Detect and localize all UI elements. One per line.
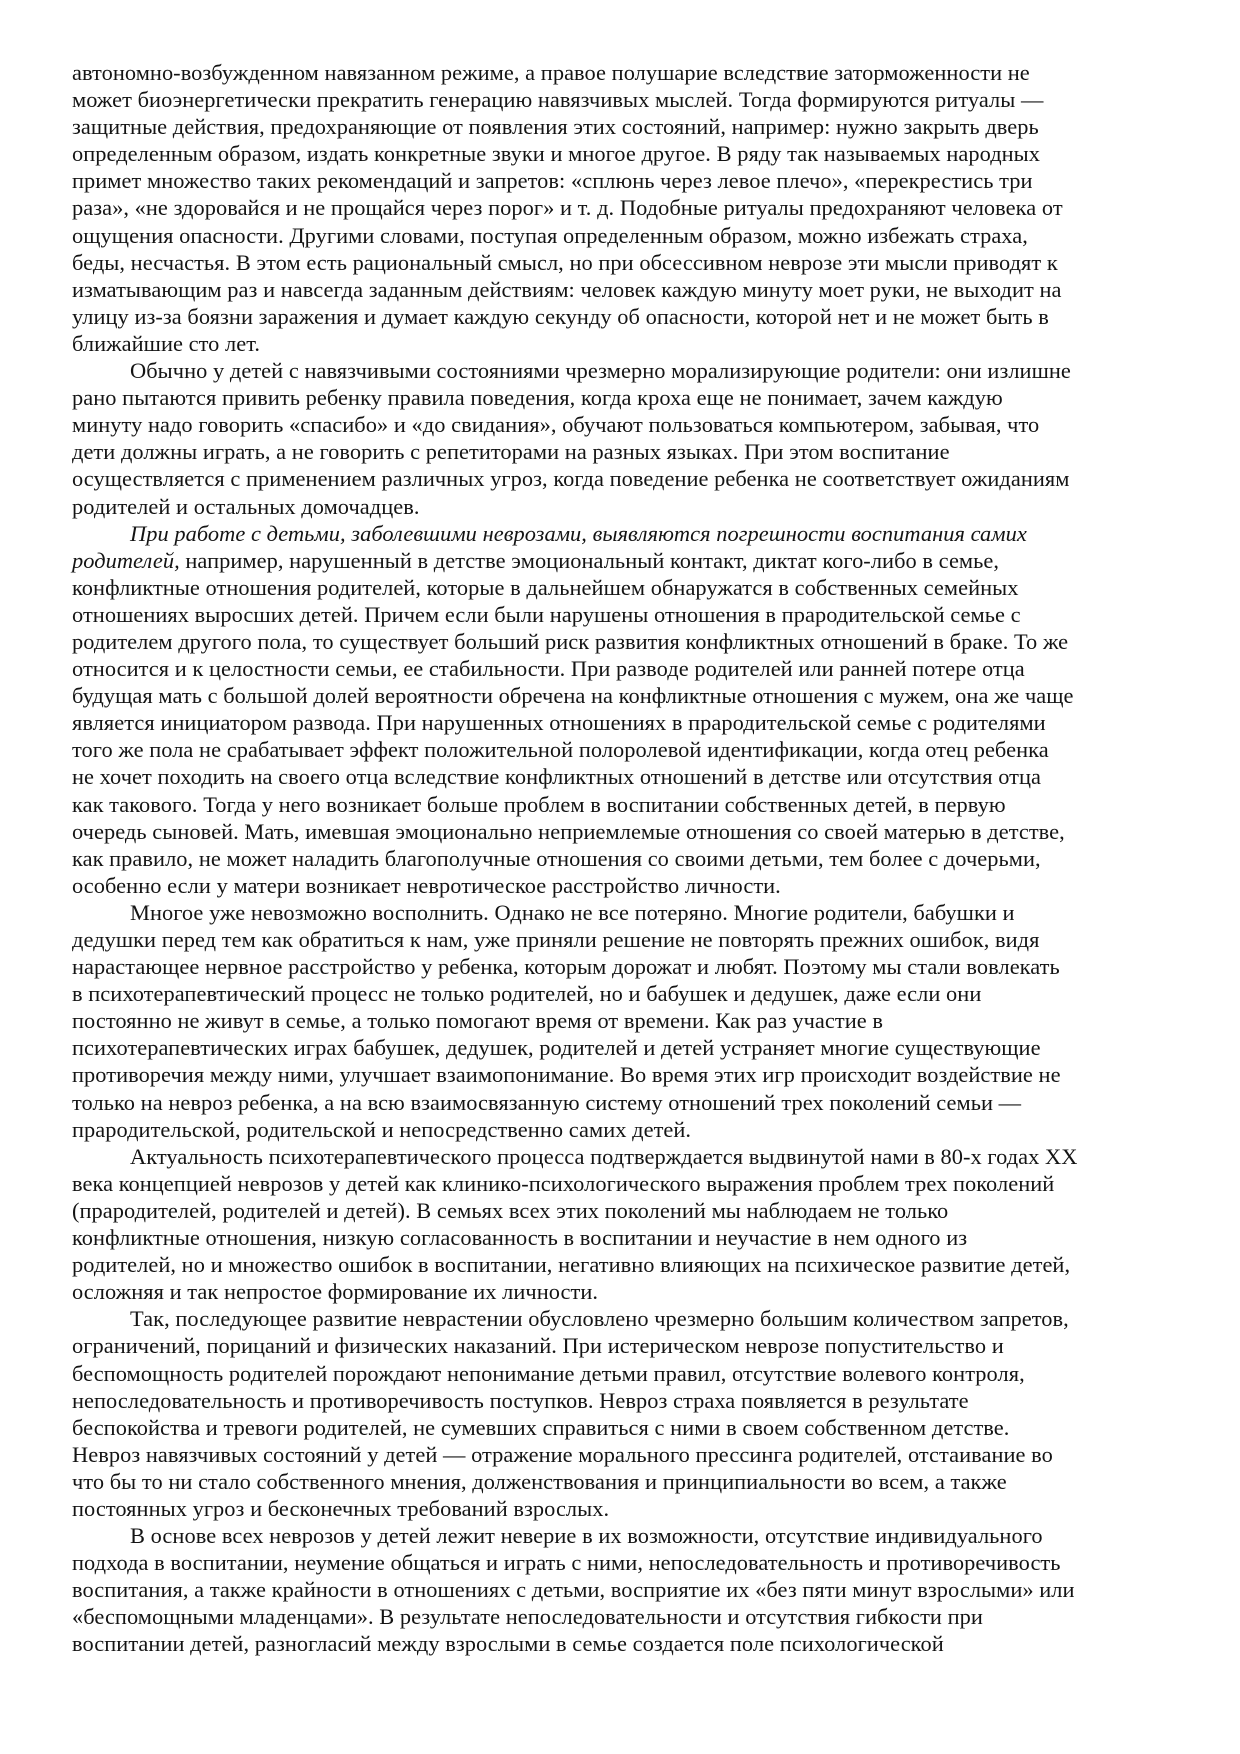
- text-line: может биоэнергетически прекратить генерацию навязчивых мыслей. Тогда формируются ритуалы —: [72, 87, 1044, 113]
- text-line: (прародителей, родителей и детей). В семьях всех этих поколений мы наблюдаем не только: [72, 1197, 949, 1223]
- text-line: только на невроз ребенка, а на всю взаимосвязанную систему отношений трех поколений семьи —: [72, 1089, 1022, 1115]
- text-line: родителей и остальных домочадцев.: [72, 493, 420, 519]
- text-line: беспомощность родителей порождают непонимание детьми правил, отсутствие волевого контроля,: [72, 1360, 1025, 1386]
- text-line: защитные действия, предохраняющие от появления этих состояний, например: нужно закрыть дверь: [72, 114, 1039, 140]
- italic-lead-line: При работе с детьми, заболевшими неврозами, выявляются погрешности воспитания самих: [130, 520, 1027, 546]
- text-line: особенно если у матери возникает невротическое расстройство личности.: [72, 872, 781, 898]
- text-line: прародительской, родительской и непосредственно самих детей.: [72, 1116, 692, 1142]
- text-line-rest: например, нарушенный в детстве эмоциональный контакт, диктат кого-либо в семье,: [179, 547, 1000, 573]
- text-line: не хочет походить на своего отца вследствие конфликтных отношений в детстве или отсутствия отца: [72, 764, 1042, 790]
- text-line: психотерапевтических играх бабушек, дедушек, родителей и детей устраняет многие существующие: [72, 1035, 1041, 1061]
- text-line: того же пола не срабатывает эффект положительной полоролевой идентификации, когда отец ребенка: [72, 737, 1049, 763]
- text-line: [72, 547, 1182, 574]
- text-line: века концепцией неврозов у детей как клинико-психологического выражения проблем трех поколений: [72, 1170, 1055, 1196]
- text-line: осложняя и так непростое формирование их личности.: [72, 1279, 599, 1305]
- text-line: дедушки перед тем как обратиться к нам, уже приняли решение не повторять прежних ошибок, видя: [72, 927, 1040, 952]
- text-line: конфликтные отношения родителей, которые в дальнейшем обнаружатся в собственных семейных: [72, 574, 1019, 600]
- text-line: изматывающим раз и навсегда заданным действиям: человек каждую минуту моет руки, не выходит на: [72, 276, 1062, 302]
- italic-lead-end: родителей,: [72, 547, 180, 573]
- text-line: подхода в воспитании, неумение общаться и играть с ними, непоследовательность и противоречивость: [72, 1550, 1061, 1576]
- text-line: конфликтные отношения, низкую согласованность в воспитании и неучастие в нем одного из: [72, 1225, 968, 1251]
- text-line: рано пытаются привить ребенку правила поведения, когда кроха еще не понимает, зачем каждую: [72, 385, 1003, 411]
- text-line: ощущения опасности. Другими словами, поступая определенным образом, можно избежать страха,: [72, 222, 1028, 248]
- text-line: Невроз навязчивых состояний у детей — отражение морального прессинга родителей, отстаивание во: [72, 1441, 1053, 1467]
- paragraph-6: [72, 1305, 1182, 1522]
- text-line-first: Актуальность психотерапевтического процесса подтверждается выдвинутой нами в 80-х годах XX: [130, 1143, 1078, 1169]
- text-line: воспитании детей, разногласий между взрослыми в семье создается поле психологической: [72, 1631, 944, 1657]
- paragraph-5: [72, 1143, 1182, 1306]
- text-line: противоречия между ними, улучшает взаимопонимание. Во время этих игр происходит воздействие не: [72, 1062, 1061, 1088]
- text-line: беспокойства и тревоги родителей, не сумевших справиться с ними в своем собственном детстве.: [72, 1414, 1010, 1440]
- text-line: очередь сыновей. Мать, имевшая эмоционально неприемлемые отношения со своей матерью в детстве,: [72, 818, 1065, 844]
- text-line: улицу из-за боязни заражения и думает каждую секунду об опасности, которой нет и не может быть в: [72, 303, 1049, 329]
- text-line: родителем другого пола, то существует больший риск развития конфликтных отношений в браке. То же: [72, 628, 1069, 654]
- text-line: дети должны играть, а не говорить с репетиторами на разных языках. При этом воспитание: [72, 439, 950, 465]
- paragraph-2: [72, 357, 1182, 520]
- paragraph-1: [72, 59, 1182, 357]
- text-line: будущая мать с большой долей вероятности обречена на конфликтные отношения с мужем, она же чаще: [72, 683, 1074, 709]
- text-line: постоянно не живут в семье, а только помогают время от времени. Как раз участие в: [72, 1008, 883, 1034]
- paragraph-3: [72, 520, 1182, 899]
- text-line: относится и к целостности семьи, ее стабильности. При разводе родителей или ранней потере отца: [72, 656, 1025, 682]
- text-line-first: В основе всех неврозов у детей лежит неверие в их возможности, отсутствие индивидуального: [130, 1523, 1043, 1549]
- text-line: в психотерапевтический процесс не только родителей, но и бабушек и дедушек, даже если они: [72, 981, 982, 1007]
- text-line-first: Обычно у детей с навязчивыми состояниями чрезмерно морализирующие родители: они излишне: [130, 358, 1071, 384]
- text-line: как такового. Тогда у него возникает больше проблем в воспитании собственных детей, в первую: [72, 791, 1006, 817]
- text-line: непоследовательность и противоречивость поступков. Невроз страха появляется в результате: [72, 1387, 969, 1413]
- text-line: «беспомощными младенцами». В результате непоследовательности и отсутствия гибкости при: [72, 1604, 983, 1630]
- text-line: раза», «не здоровайся и не прощайся через порог» и т. д. Подобные ритуалы предохраняют человека от: [72, 195, 1063, 221]
- text-line: минуту надо говорить «спасибо» и «до свидания», обучают пользоваться компьютером, забывая, что: [72, 412, 1040, 438]
- text-line: автономно-возбужденном навязанном режиме, а правое полушарие вследствие заторможенности не: [72, 60, 1030, 85]
- text-line: нарастающее нервное расстройство у ребенка, которым дорожат и любят. Поэтому мы стали вовлекать: [72, 954, 1060, 980]
- text-line: примет множество таких рекомендаций и запретов: «сплюнь через левое плечо», «перекрестись три: [72, 168, 1033, 194]
- text-line: воспитания, а также крайности в отношениях с детьми, восприятие их «без пяти минут взрослыми» или: [72, 1577, 1075, 1603]
- text-line: определенным образом, издать конкретные звуки и многое другое. В ряду так называемых народных: [72, 141, 1041, 167]
- document-page: [72, 59, 1182, 1658]
- text-line: как правило, не может наладить благополучные отношения со своими детьми, тем более с дочерьми,: [72, 845, 1041, 871]
- text-line: что бы то ни стало собственного мнения, долженствования и принципиальности во всем, а также: [72, 1468, 1007, 1494]
- paragraph-4: [72, 899, 1182, 1143]
- text-line: осуществляется с применением различных угроз, когда поведение ребенка не соответствует ожиданиям: [72, 466, 1070, 492]
- text-line-first: Так, последующее развитие неврастении обусловлено чрезмерно большим количеством запретов,: [130, 1306, 1069, 1332]
- text-line-first: Многое уже невозможно восполнить. Однако не все потеряно. Многие родители, бабушки и: [130, 899, 1015, 925]
- text-line: является инициатором развода. При нарушенных отношениях в прародительской семье с родителями: [72, 710, 1046, 736]
- paragraph-7: [72, 1522, 1182, 1657]
- text-line: родителей, но и множество ошибок в воспитании, негативно влияющих на психическое развитие детей,: [72, 1252, 1071, 1278]
- text-line: ближайшие сто лет.: [72, 330, 261, 356]
- text-line: отношениях выросших детей. Причем если были нарушены отношения в прародительской семье с: [72, 601, 1021, 627]
- text-line: постоянных угроз и бесконечных требований взрослых.: [72, 1495, 610, 1521]
- text-line: беды, несчастья. В этом есть рациональный смысл, но при обсессивном неврозе эти мысли приводят к: [72, 249, 1058, 275]
- text-line: ограничений, порицаний и физических наказаний. При истерическом неврозе попустительство и: [72, 1333, 1004, 1359]
